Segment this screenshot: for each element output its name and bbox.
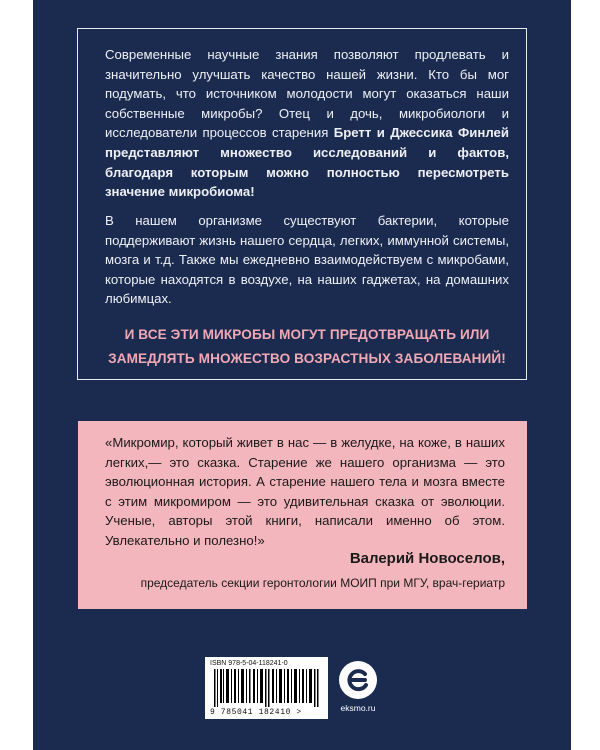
quote-author-role: председатель секции геронтологии МОИП при МГУ, врач-гериатр	[140, 576, 505, 590]
intro-lead-text: Современные научные знания позволяют продлевать и значительно улучшать качество нашей жизни. Кто бы мог подумать, что источником молодости могут оказаться наши собственные микробы? Отец и дочь, микробиологи и исследователи процессов старения	[105, 47, 509, 141]
intro-bold-text: Бретт и Джессика Финлей представляют множество исследований и фактов, благодаря которым можно полностью пересмотреть значение микробиома!	[105, 125, 509, 200]
highlight-line-1: И ВСЕ ЭТИ МИКРОБЫ МОГУТ ПРЕДОТВРАЩАТЬ ИЛИ	[124, 327, 490, 342]
intro-paragraph	[105, 45, 509, 202]
barcode-number: 9 785041 182410 >	[210, 708, 302, 717]
eksmo-logo-icon	[338, 660, 378, 700]
quote-text: «Микромир, который живет в нас — в желудке, на коже, в наших легких,— это сказка. Старение же нашего организма — это эволюционная история. А старение нашего тела и мозга вместе с этим микромиром — это удивительная сказка от эволюции. Ученые, авторы этой книги, написали именно об этом. Увлекательно и полезно!»	[105, 435, 505, 548]
barcode-bars-icon	[214, 669, 320, 707]
highlight-line-2: ЗАМЕДЛЯТЬ МНОЖЕСТВО ВОЗРАСТНЫХ ЗАБОЛЕВАНИЙ!	[108, 351, 506, 366]
publisher-site: eksmo.ru	[340, 703, 376, 713]
quote-author: Валерий Новоселов,	[349, 550, 505, 567]
body-paragraph: В нашем организме существуют бактерии, которые поддерживают жизнь нашего сердца, легких, иммунной системы, мозга и т.д. Также мы ежедневно взаимодействуем с микробами, которые находятся в воздухе, на наших гаджетах, на домашних любимцах.	[105, 213, 509, 307]
barcode-block	[205, 657, 328, 719]
isbn-label: ISBN 978-5-04-118241-0	[210, 660, 288, 667]
